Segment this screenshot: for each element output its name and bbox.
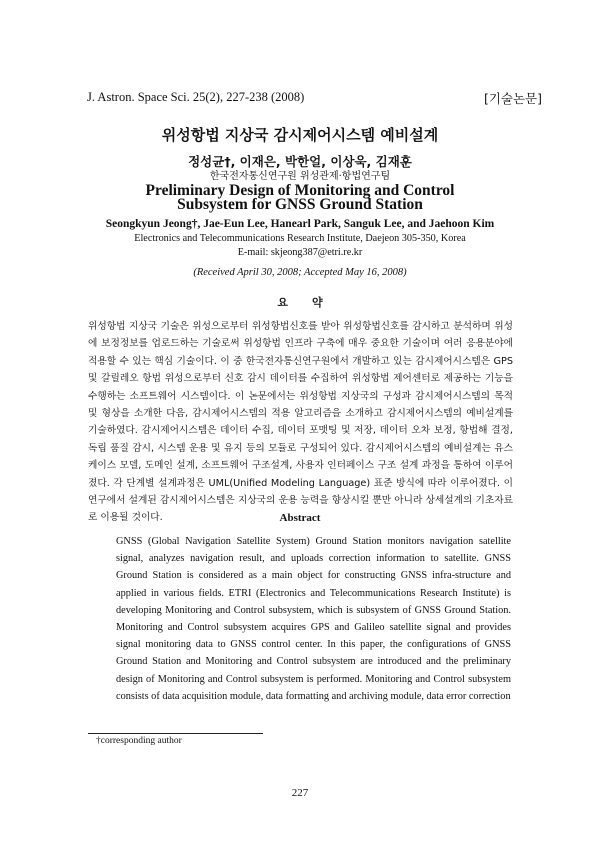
korean-abstract-body: 위성항법 지상국 기술은 위성으로부터 위성항법신호를 받아 위성항법신호를 감시하고 분석하며 위성에 보정정보를 업로드하는 기술로써 위성항법 인프라 구축에 매우 중요한 기술이며 여러 응용분야에 적용할 수 있는 핵심 기술이다. 이 중 한국전자통신연구원에서 개발하고 있는 감시제어시스템은 GPS 및 갈릴레오 항법 위성으로부터 신호 감시 데이터를 수집하여 위성항법 제어센터로 제공하는 기능을 수행하는 소프트웨어 시스템이다. 이 논문에서는 위성항법 지상국의 구성과 감시제어시스템의 목적 및 형상을 소개한 다음, 감시제어시스템의 적용 알고리즘을 소개하고 감시제어시스템의 예비설계를 기술하였다. 감시제어시스템은 데이터 수집, 데이터 포맷팅 및 저장, 데이터 오차 보정, 항법해 결정, 독립 품질 감시, 시스템 운용 및 유지 등의 모듈로 구성되어 있다. 감시제어시스템의 예비설계는 유스케이스 모델, 도메인 설계, 소프트웨어 구조설계, 사용자 인터페이스 구조 설계 과정을 통하여 이루어졌다. 각 단계별 설계과정은 UML(Unified Modeling Language) 표준 방식에 따라 이루어졌다. 이 연구에서 설계된 감시제어시스템은 지상국의 운용 능력을 향상시킬 뿐만 아니라 상세설계의 기초자료로 이용될 것이다. xyxy=(88,321,513,524)
corresponding-email: E-mail: skjeong387@etri.re.kr xyxy=(237,247,363,258)
page-number: 227 xyxy=(291,787,309,799)
english-title: Preliminary Design of Monitoring and Control Subsystem for GNSS Ground Station xyxy=(145,182,455,213)
korean-affiliation: 한국전자통신연구원 위성관제·항법연구팀 xyxy=(209,171,391,182)
received-dates: (Received April 30, 2008; Accepted May 16, 2008) xyxy=(193,267,407,278)
footnote-rule xyxy=(88,733,263,734)
korean-title: 위성항법 지상국 감시제어시스템 예비설계 xyxy=(161,126,439,144)
korean-authors: 정성균†, 이재은, 박한얼, 이상욱, 김재훈 xyxy=(188,154,412,169)
english-authors: Seongkyun Jeong†, Jae-Eun Lee, Hanearl Park, Sanguk Lee, and Jaehoon Kim xyxy=(105,218,495,230)
journal-citation: J. Astron. Space Sci. 25(2), 227-238 (2008) xyxy=(87,90,305,104)
abstract-heading: Abstract xyxy=(279,512,321,524)
footnote: †corresponding author xyxy=(96,736,182,746)
korean-abstract-heading: 요약 xyxy=(277,296,347,309)
english-affiliation: Electronics and Telecommunications Research Institute, Daejeon 305-350, Korea xyxy=(134,233,466,244)
abstract-body: GNSS (Global Navigation Satellite System) Ground Station monitors navigation satellite signal, analyzes navigation result, and uploads correction information to satellite. GNSS Ground Station is considered as a main object for constructing GNSS infra-structure and applied in various fields. ETRI (Electronics and Telecommunications Research Institute) is developing Monitoring and Control subsystem, which is subsystem of GNSS Ground Station. Monitoring and Control subsystem acquires GPS and Galileo satellite signal and provides signal monitoring data to GNSS control center. In this paper, the configurations of GNSS Ground Station and Monitoring and Control subsystem are introduced and the preliminary design of Monitoring and Control subsystem is performed. Monitoring and Control subsystem consists of data acquisition module, data formatting and archiving module, data error correction xyxy=(116,536,511,702)
article-type-tag: [기술논문] xyxy=(483,91,542,106)
